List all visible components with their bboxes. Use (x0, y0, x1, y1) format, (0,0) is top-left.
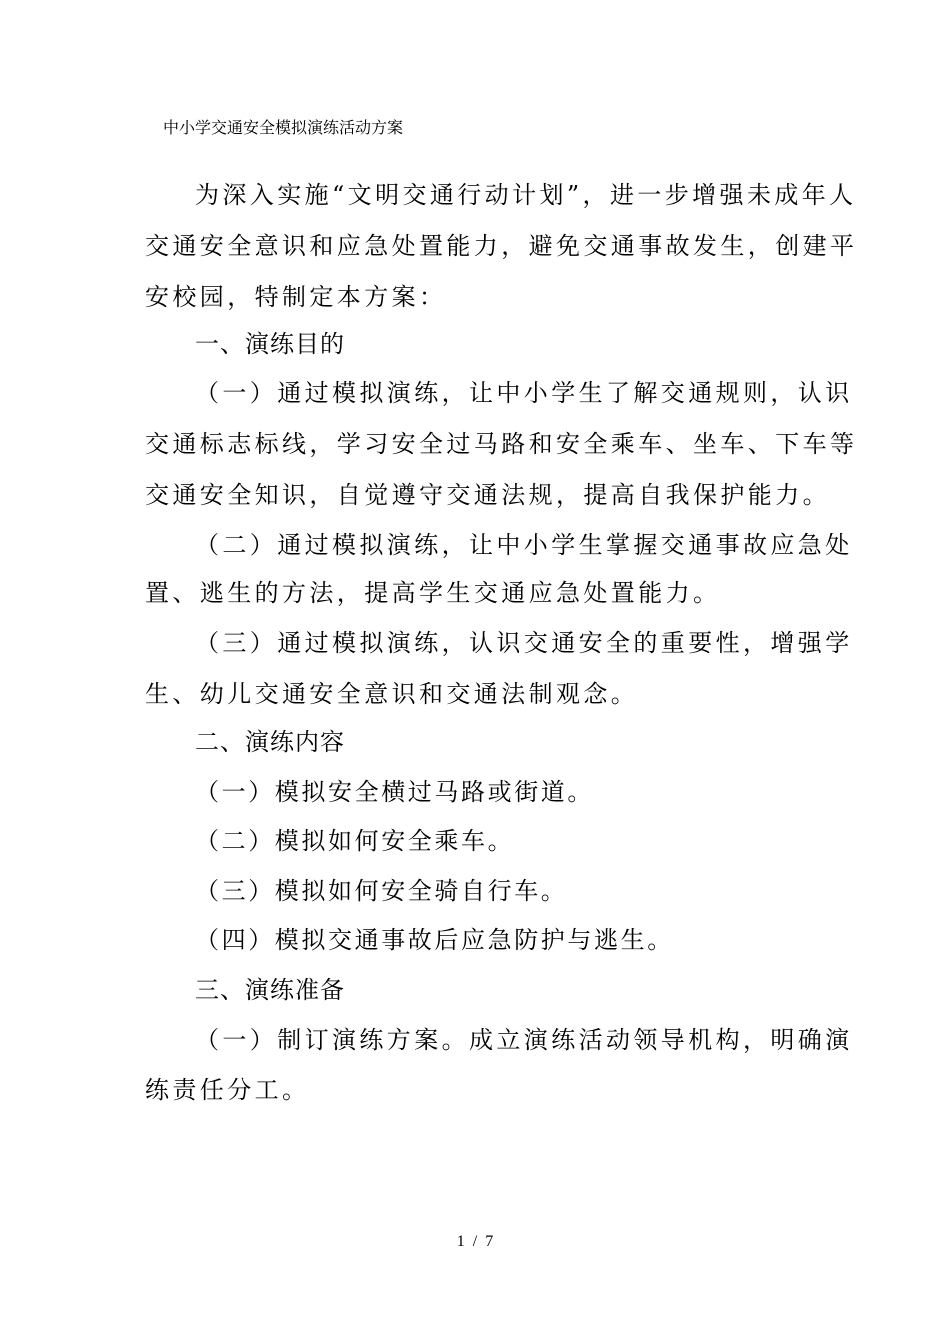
paragraph-line: 生、幼儿交通安全意识和交通法制观念。 (145, 680, 639, 708)
list-item: （二）模拟如何安全乘车。 (195, 827, 515, 855)
paragraph-line: （一）制订演练方案。成立演练活动领导机构，明确演 (195, 1026, 853, 1054)
paragraph-line: 交通标志标线，学习安全过马路和安全乘车、坐车、下车等 (145, 430, 858, 458)
paragraph-line: 交通安全知识，自觉遵守交通法规，提高自我保护能力。 (145, 481, 830, 509)
paragraph-line: 置、逃生的方法，提高学生交通应急处置能力。 (145, 579, 721, 607)
paragraph-line: 交通安全意识和应急处置能力，避免交通事故发生，创建平 (145, 232, 858, 260)
section-heading: 一、演练目的 (195, 330, 345, 358)
paragraph-line: （二）通过模拟演练，让中小学生掌握交通事故应急处 (195, 531, 853, 559)
paragraph-line: 为深入实施“文明交通行动计划”，进一步增强未成年人 (195, 181, 857, 209)
paragraph-line: 安校园，特制定本方案： (145, 283, 447, 311)
list-item: （三）模拟如何安全骑自行车。 (195, 877, 568, 905)
section-heading: 二、演练内容 (195, 728, 345, 756)
list-item: （四）模拟交通事故后应急防护与逃生。 (195, 926, 674, 954)
paragraph-line: 练责任分工。 (145, 1076, 310, 1104)
list-item: （一）模拟安全横过马路或街道。 (195, 778, 594, 806)
section-heading: 三、演练准备 (195, 976, 345, 1004)
document-title: 中小学交通安全模拟演练活动方案 (163, 118, 404, 137)
page-number: 1 / 7 (456, 1233, 494, 1250)
paragraph-line: （三）通过模拟演练，认识交通安全的重要性，增强学 (195, 629, 853, 657)
paragraph-line: （一）通过模拟演练，让中小学生了解交通规则，认识 (195, 379, 853, 407)
